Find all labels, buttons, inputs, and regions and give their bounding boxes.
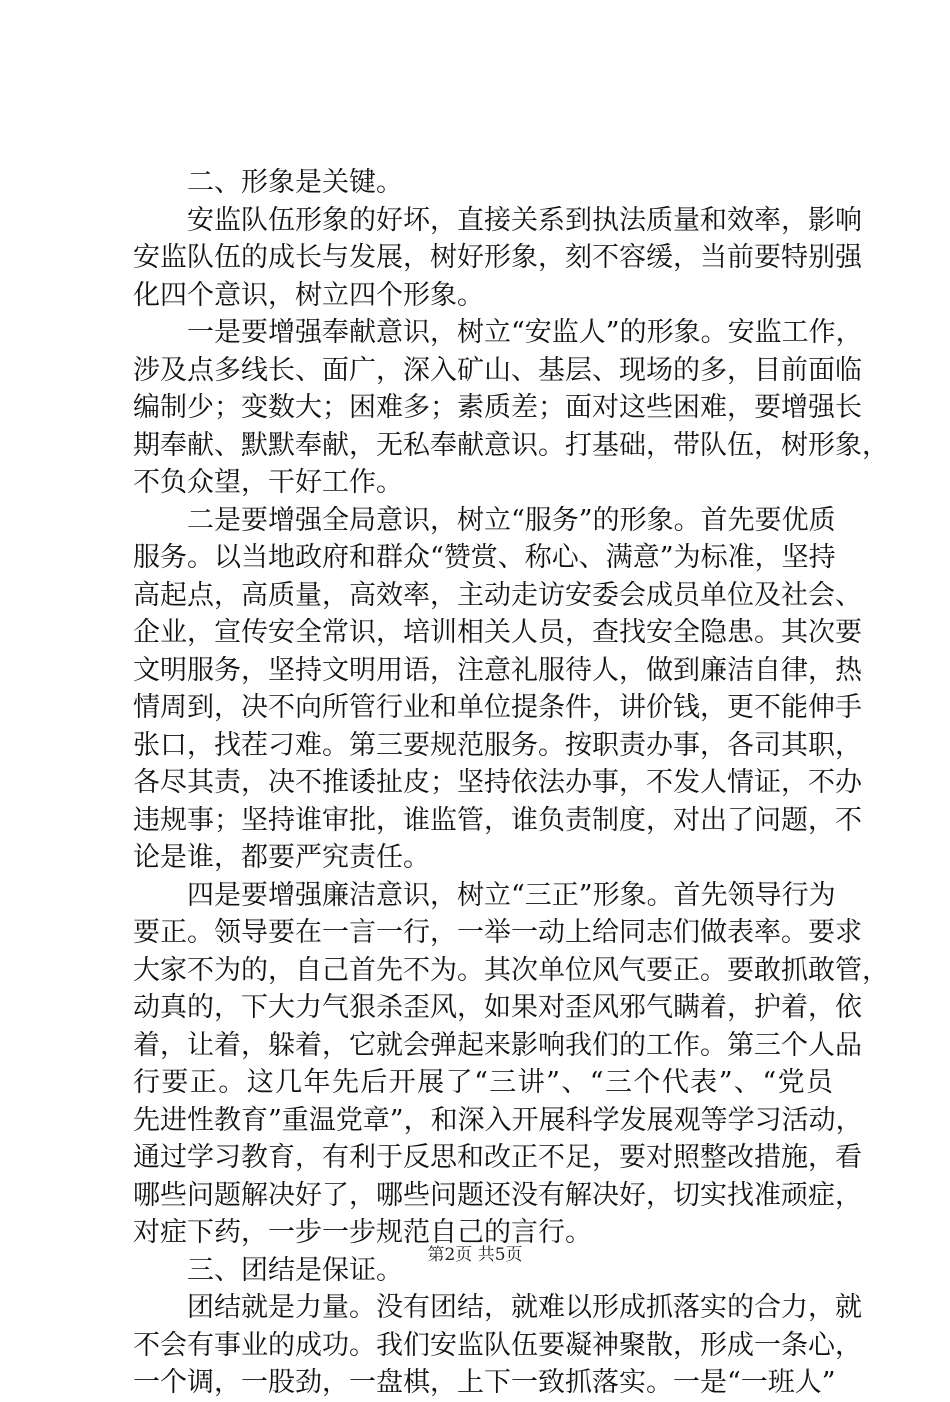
paragraph <box>133 1289 862 1402</box>
text-line: 张口，找茬刁难。第三要规范服务。按职责办事，各司其职， <box>133 729 862 761</box>
text-line: 安监队伍形象的好坏，直接关系到执法质量和效率，影响 <box>187 204 862 236</box>
paragraph <box>133 502 862 877</box>
paragraph <box>133 314 889 502</box>
text-line: 文明服务，坚持文明用语，注意礼服待人，做到廉洁自律，热 <box>133 654 862 686</box>
paragraph <box>133 164 833 202</box>
text-line: 编制少；变数大；困难多；素质差；面对这些困难，要增强长 <box>133 392 862 423</box>
text-line: 一个调，一股劲，一盘棋，上下一致抓落实。一是“一班人” <box>133 1367 836 1398</box>
text-line: 化四个意识，树立四个形象。 <box>133 279 484 311</box>
text-line: 先进性教育”重温党章”，和深入开展科学发展观等学习活动， <box>133 1104 863 1136</box>
text-line: 要正。领导要在一言一行，一举一动上给同志们做表率。要求 <box>133 917 862 948</box>
text-line: 一是要增强奉献意识，树立“安监人”的形象。安监工作， <box>187 317 863 348</box>
document-body <box>133 164 889 1402</box>
text-line: 四是要增强廉洁意识，树立“三正”形象。首先领导行为 <box>187 879 836 911</box>
text-line: 通过学习教育，有利于反思和改正不足，要对照整改措施，看 <box>133 1142 862 1173</box>
text-line: 企业，宣传安全常识，培训相关人员，查找安全隐患。其次要 <box>133 617 862 648</box>
page-footer: 第2页 共5页 <box>427 1245 523 1265</box>
text-line: 不负众望，干好工作。 <box>133 467 403 498</box>
text-line: 论是谁，都要严究责任。 <box>133 842 430 873</box>
text-line: 团结就是力量。没有团结，就难以形成抓落实的合力，就 <box>187 1292 862 1323</box>
text-line: 各尽其责，决不推诿扯皮；坚持依法办事，不发人情证，不办 <box>133 767 862 798</box>
text-line: 涉及点多线长、面广，深入矿山、基层、现场的多，目前面临 <box>133 354 862 386</box>
text-line: 高起点，高质量，高效率，主动走访安委会成员单位及社会、 <box>133 579 862 611</box>
text-line: 哪些问题解决好了，哪些问题还没有解决好，切实找准顽症， <box>133 1179 862 1211</box>
text-line: 大家不为的，自己首先不为。其次单位风气要正。要敢抓敢管， <box>133 954 889 986</box>
text-line: 情周到，决不向所管行业和单位提条件，讲价钱，更不能伸手 <box>133 692 862 723</box>
text-line: 二、形象是关键。 <box>187 167 403 198</box>
text-line: 不会有事业的成功。我们安监队伍要凝神聚散，形成一条心， <box>133 1329 862 1361</box>
text-line: 三、团结是保证。 <box>187 1254 403 1286</box>
text-line: 二是要增强全局意识，树立“服务”的形象。首先要优质 <box>187 504 836 536</box>
text-line: 安监队伍的成长与发展，树好形象，刻不容缓，当前要特别强 <box>133 242 862 273</box>
text-line: 违规事；坚持谁审批，谁监管，谁负责制度，对出了问题，不 <box>133 804 862 836</box>
paragraph <box>133 202 862 315</box>
text-line: 动真的，下大力气狠杀歪风，如果对歪风邪气瞒着，护着，依 <box>133 992 862 1023</box>
text-line: 行要正。这几年先后开展了“三讲”、“三个代表”、“党员 <box>133 1067 833 1098</box>
text-line: 期奉献、默默奉献，无私奉献意识。打基础，带队伍，树形象， <box>133 429 889 461</box>
paragraph <box>133 877 889 1252</box>
text-line: 着，让着，躲着，它就会弹起来影响我们的工作。第三个人品 <box>133 1029 862 1061</box>
text-line: 服务。以当地政府和群众“赞赏、称心、满意”为标准，坚持 <box>133 542 836 573</box>
text-line: 对症下药，一步一步规范自己的言行。 <box>133 1217 592 1248</box>
